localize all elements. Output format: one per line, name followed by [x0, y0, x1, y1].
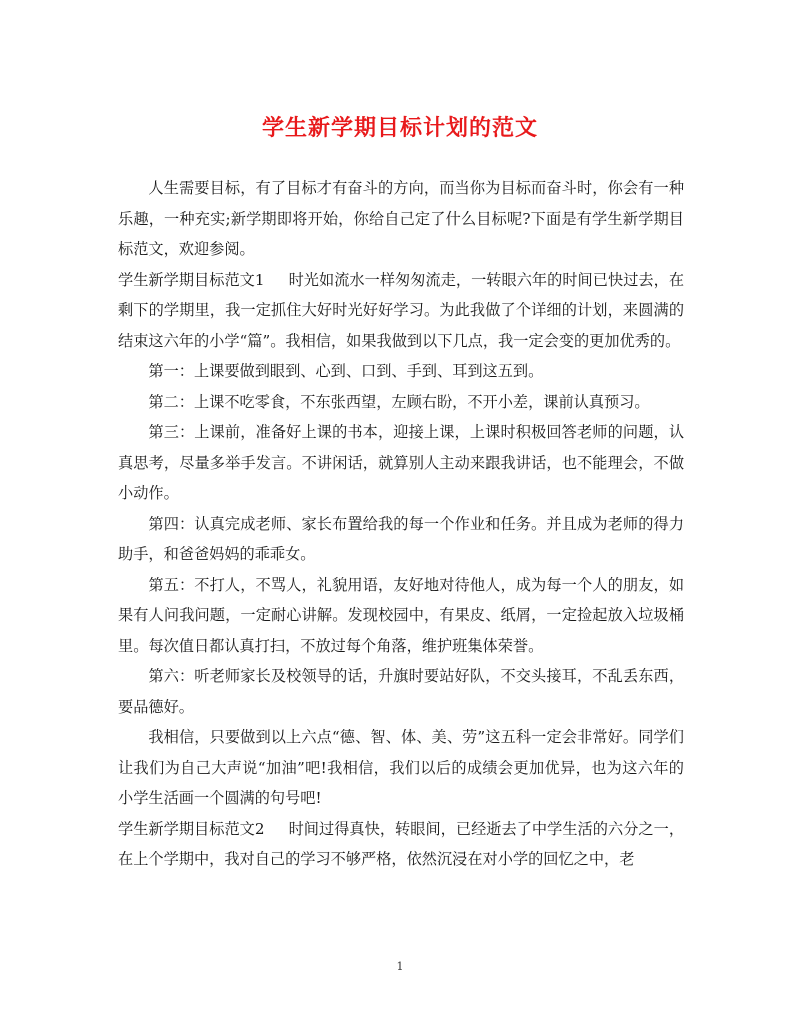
section1-text: 时光如流水一样匆匆流走，一转眼六年的时间已快过去，在剩下的学期里，我一定抓住大好时光好好学习。为此我做了个详细的计划，来圆满的结束这六年的小学“篇”。我相信，如果我做到以下几点，我一定会变的更加优秀的。: [118, 270, 685, 350]
document-body: [118, 173, 684, 875]
point-paragraph-6: 第六：听老师家长及校领导的话，升旗时要站好队，不交头接耳，不乱丢东西，要品德好。: [118, 667, 684, 716]
point-paragraph-5: 第五：不打人，不骂人，礼貌用语，友好地对待他人，成为每一个人的朋友，如果有人问我问题，一定耐心讲解。发现校园中，有果皮、纸屑，一定捡起放入垃圾桶里。每次值日都认真打扫，不放过每个角落，维护班集体荣誉。: [118, 575, 684, 655]
section2-heading: 学生新学期目标范文2: [118, 819, 265, 838]
document-title: 学生新学期目标计划的范文: [261, 115, 538, 141]
point-paragraph-3: 第三：上课前，准备好上课的书本，迎接上课，上课时积极回答老师的问题，认真思考，尽量多举手发言。不讲闲话，就算别人主动来跟我讲话，也不能理会，不做小动作。: [118, 423, 684, 502]
section2-text: 时间过得真快，转眼间，已经逝去了中学生活的六分之一，在上个学期中，我对自己的学习不够严格，依然沉浸在对小学的回忆之中，老: [118, 819, 685, 868]
section2-paragraph: [118, 814, 684, 875]
intro-paragraph: 人生需要目标，有了目标才有奋斗的方向，而当你为目标而奋斗时，你会有一种乐趣，一种充实;新学期即将开始，你给自己定了什么目标呢?下面是有学生新学期目标范文，欢迎参阅。: [118, 179, 684, 258]
point-paragraph-4: 第四：认真完成老师、家长布置给我的每一个作业和任务。并且成为老师的得力助手，和爸爸妈妈的乖乖女。: [118, 514, 684, 563]
conclusion-paragraph: 我相信，只要做到以上六点“德、智、体、美、劳”这五科一定会非常好。同学们让我们为自己大声说“加油”吧!我相信，我们以后的成绩会更加优异，也为这六年的小学生活画一个圆满的句号吧!: [118, 728, 684, 807]
section1-heading: 学生新学期目标范文1: [118, 270, 265, 289]
point-paragraph-2: 第二：上课不吃零食，不东张西望，左顾右盼，不开小差，课前认真预习。: [148, 392, 650, 411]
point-paragraph-1: 第一：上课要做到眼到、心到、口到、手到、耳到这五到。: [148, 362, 544, 380]
page-number: 1: [396, 960, 404, 973]
section1-paragraph: [118, 265, 684, 357]
